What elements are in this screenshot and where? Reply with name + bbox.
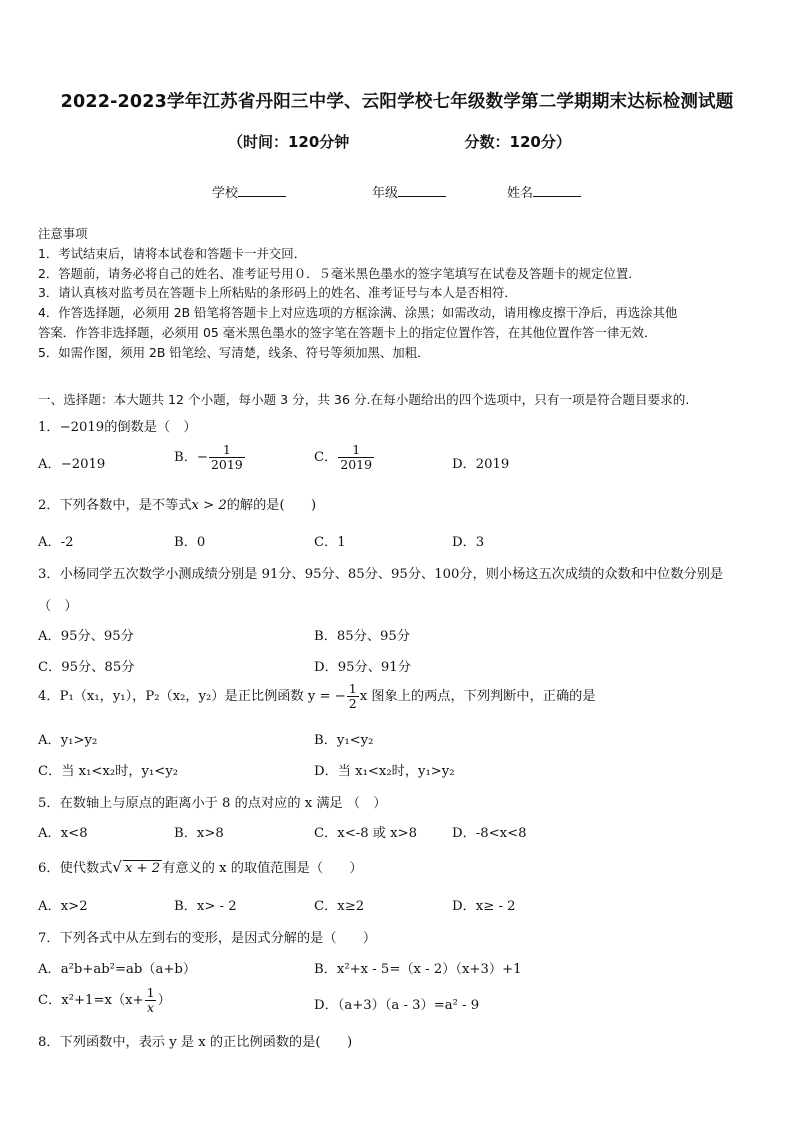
name-field: [507, 182, 581, 201]
stem-text: x 图象上的两点，下列判断中，正确的是: [359, 689, 596, 704]
q1-option-a: A．−2019: [38, 457, 106, 472]
time-limit: （时间：120分钟: [228, 133, 350, 151]
numerator: 1: [352, 442, 361, 457]
stem-text: 有意义的 x 的取值范围是（ ）: [162, 861, 363, 876]
sqrt-icon: √: [112, 858, 122, 876]
denominator: x: [147, 1000, 155, 1015]
q2-option-a: A．-2: [38, 535, 74, 550]
question-1: 1．−2019的倒数是（ ）: [38, 420, 197, 435]
option-label: B．: [174, 450, 197, 465]
q1-option-b: [174, 443, 246, 472]
q7-option-d: D．（a+3）（a - 3）=a² - 9: [314, 998, 480, 1013]
name-label: 姓名: [507, 186, 534, 201]
note-item: 4．作答选择题，必须用 2B 铅笔将答题卡上对应选项的方框涂满、涂黑；如需改动，请用橡皮擦干净后，再选涂其他: [38, 305, 678, 321]
denominator: 2019: [210, 457, 243, 472]
section-heading: 一、选择题：本大题共 12 个小题，每小题 3 分，共 36 分.在每小题给出的四个选项中，只有一项是符合题目要求的.: [38, 392, 690, 407]
school-label: 学校: [212, 186, 239, 201]
q1-option-c: [314, 443, 375, 472]
question-2: [38, 494, 316, 513]
notes-block: [38, 224, 758, 363]
q3-option-a: A．95分、95分: [38, 629, 134, 644]
q5-option-c: C．x<-8 或 x>8: [314, 826, 418, 841]
q7-option-c: [38, 986, 171, 1015]
q4-option-b: B．y₁<y₂: [314, 733, 374, 748]
q2-option-c: C．1: [314, 535, 346, 550]
q6-option-b: B．x> - 2: [174, 899, 237, 914]
note-item: 1．考试结束后，请将本试卷和答题卡一并交回．: [38, 245, 307, 261]
q2-option-b: B．0: [174, 535, 206, 550]
denominator: 2019: [340, 457, 373, 472]
option-label: C．: [314, 450, 338, 465]
name-blank: [533, 184, 581, 197]
note-item: 5．如需作图，须用 2B 铅笔绘、写清楚，线条、符号等须加黑、加粗．: [38, 344, 430, 360]
q3-option-d: D．95分、91分: [314, 660, 411, 675]
school-blank: [238, 184, 286, 197]
fraction: [338, 443, 374, 472]
question-3-cont: （ ）: [38, 599, 78, 614]
stem-text: C．x²+1=x（x+: [38, 993, 144, 1008]
question-3: 3．小杨同学五次数学小测成绩分别是 91分、95分、85分、95分、100分，则小杨这五次成绩的众数和中位数分别是: [38, 567, 724, 582]
q2-option-d: D．3: [452, 535, 485, 550]
exam-title: 2022-2023学年江苏省丹阳三中学、云阳学校七年级数学第二学期期末达标检测试题: [60, 92, 734, 112]
stem-text: 4．P₁（x₁，y₁），P₂（x₂，y₂）是正比例函数 y = −: [38, 689, 346, 704]
q4-option-c: C．当 x₁<x₂时，y₁<y₂: [38, 764, 179, 779]
question-7: 7．下列各式中从左到右的变形，是因式分解的是（ ）: [38, 931, 377, 946]
note-item: 3．请认真核对监考员在答题卡上所粘贴的条形码上的姓名、准考证号与本人是否相符．: [38, 285, 517, 301]
grade-field: [372, 182, 446, 201]
q5-option-a: A．x<8: [38, 826, 88, 841]
total-score: 分数：120分）: [464, 133, 571, 151]
q7-option-a: A．a²b+ab²=ab（a+b）: [38, 962, 197, 977]
q3-option-c: C．95分、85分: [38, 660, 135, 675]
notes-heading: 注意事项: [38, 226, 88, 241]
q6-option-d: D．x≥ - 2: [452, 899, 516, 914]
fraction: [209, 443, 245, 472]
denominator: 2: [348, 696, 357, 711]
grade-blank: [398, 184, 446, 197]
stem-text: 的解的是( ): [226, 498, 317, 513]
inequality: x > 2: [191, 498, 227, 513]
grade-label: 年级: [372, 186, 399, 201]
q6-option-a: A．x>2: [38, 899, 88, 914]
question-8: 8．下列函数中，表示 y 是 x 的正比例函数的是( ): [38, 1035, 353, 1050]
q6-option-c: C．x≥2: [314, 899, 365, 914]
note-item: 2．答题前，请务必将自己的姓名、准考证号用０．５毫米黑色墨水的签字笔填写在试卷及答题卡的规定位置．: [38, 265, 641, 281]
stem-text: ）: [157, 993, 171, 1008]
question-4: [38, 682, 596, 711]
q1-option-d: D．2019: [452, 457, 510, 472]
school-field: [212, 182, 286, 201]
radicand: x + 2: [124, 861, 161, 876]
stem-text: 2．下列各数中，是不等式: [38, 498, 192, 513]
numerator: 1: [222, 442, 231, 457]
question-5: 5．在数轴上与原点的距离小于 8 的点对应的 x 满足 （ ）: [38, 796, 387, 811]
minus-sign: −: [196, 450, 208, 465]
numerator: 1: [348, 681, 357, 696]
numerator: 1: [146, 985, 155, 1000]
q7-option-b: B．x²+x - 5=（x - 2）（x+3）+1: [314, 962, 522, 977]
exam-subtitle: [228, 131, 571, 152]
q3-option-b: B．85分、95分: [314, 629, 411, 644]
q4-option-a: A．y₁>y₂: [38, 733, 98, 748]
question-6: [38, 857, 363, 876]
stem-text: 6．使代数式: [38, 861, 113, 876]
q4-option-d: D．当 x₁<x₂时，y₁>y₂: [314, 764, 455, 779]
q5-option-d: D．-8<x<8: [452, 826, 527, 841]
note-item: 答案．作答非选择题，必须用 05 毫米黑色墨水的签字笔在答题卡上的指定位置作答，在其他位置作答一律无效．: [38, 324, 657, 340]
fraction: [347, 682, 359, 711]
fraction: [145, 986, 157, 1015]
q5-option-b: B．x>8: [174, 826, 224, 841]
